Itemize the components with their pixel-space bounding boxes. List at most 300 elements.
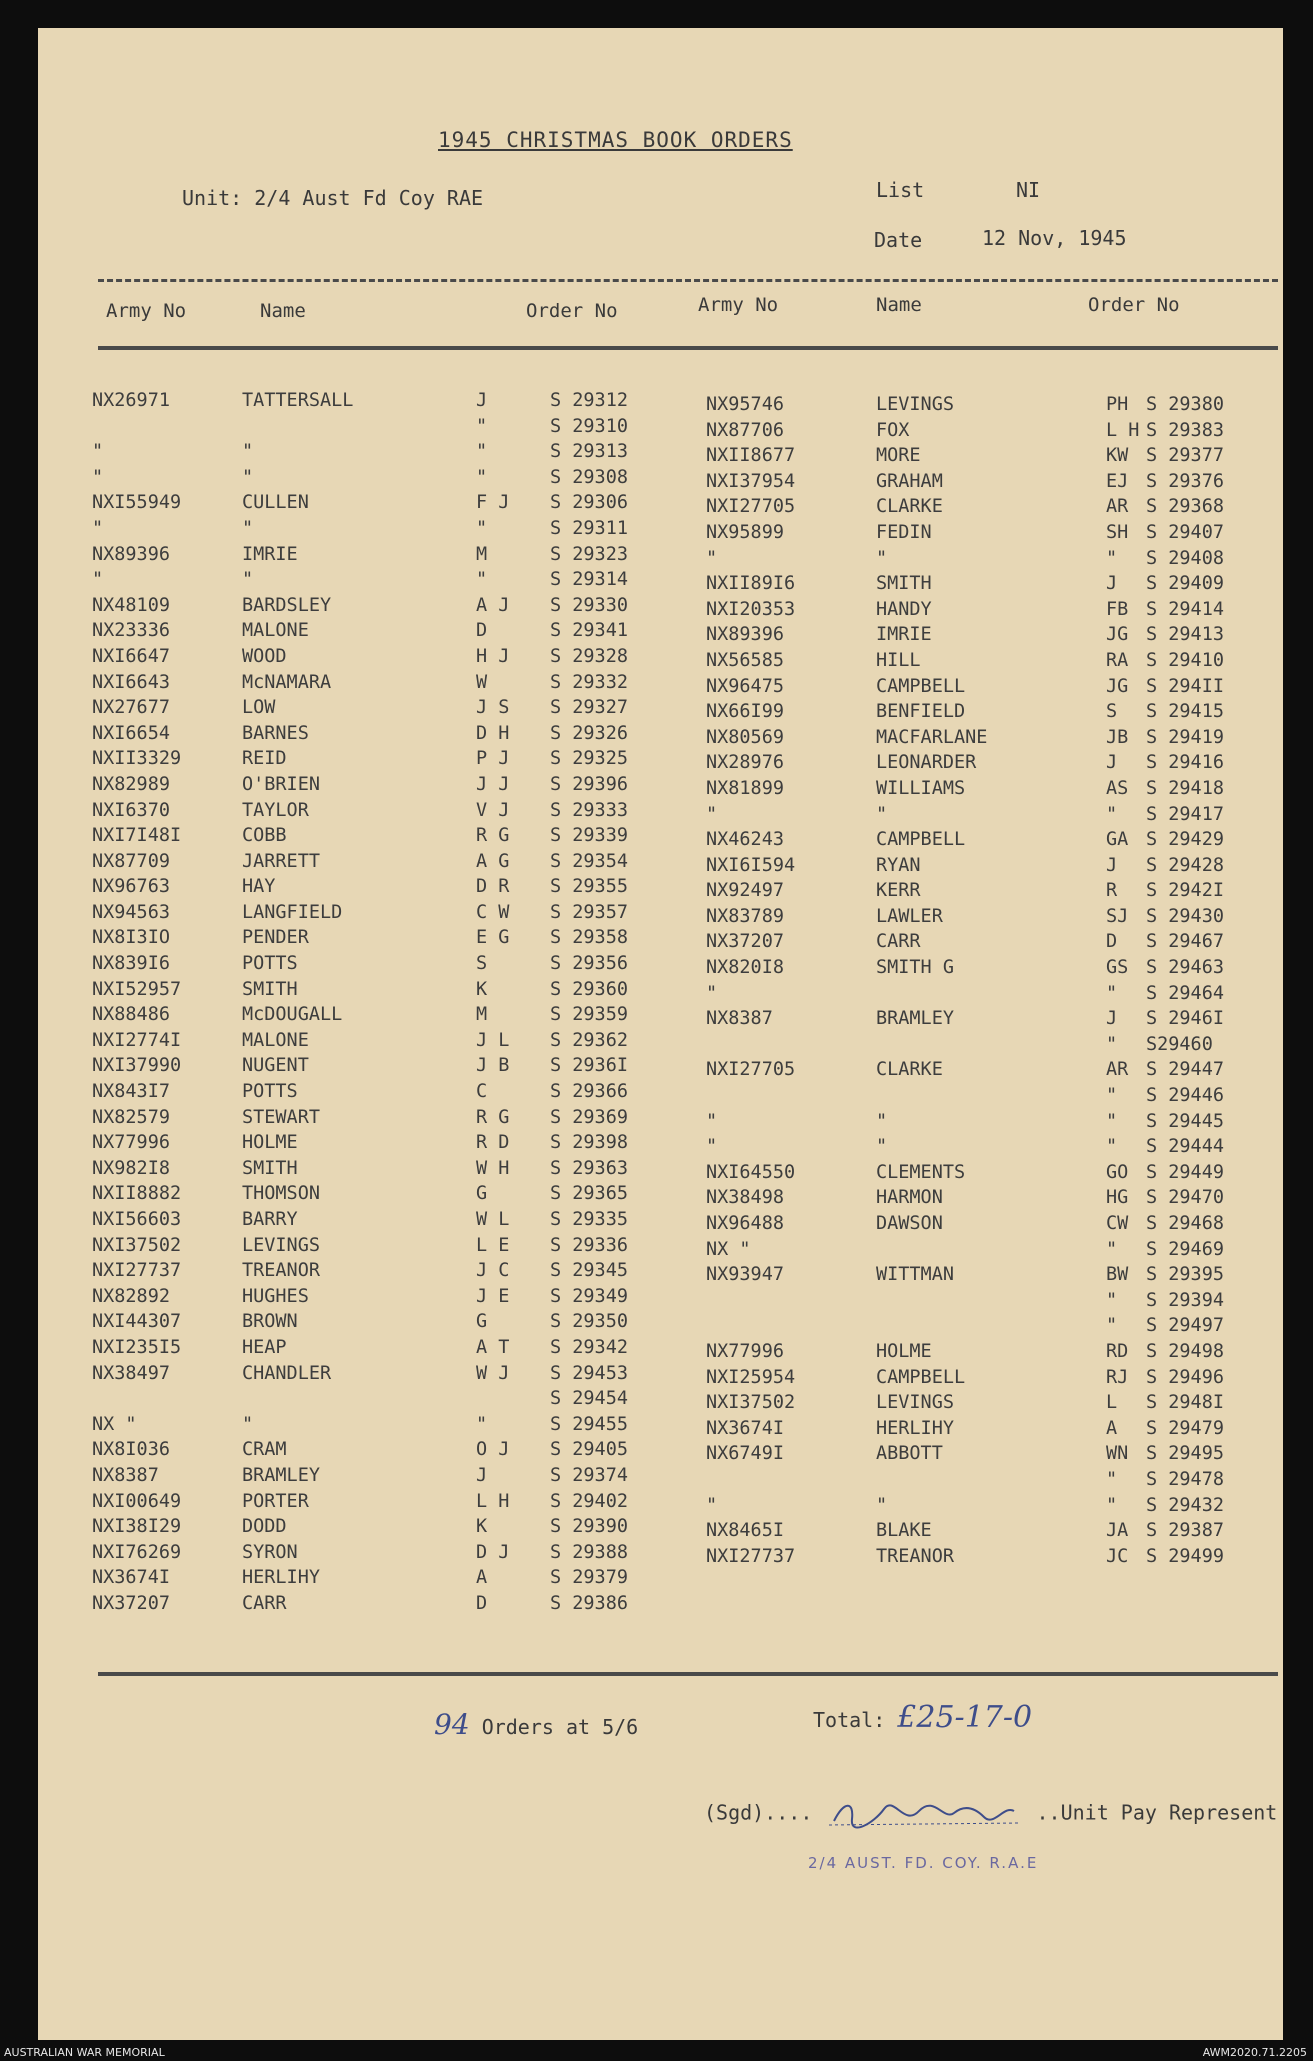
date-value: 12 Nov, 1945 <box>982 226 1127 250</box>
order-row <box>706 1187 1286 1213</box>
army-no-cell: NX46243 <box>706 829 784 851</box>
order-row <box>706 420 1286 446</box>
order-no-cell: S 29368 <box>1146 496 1224 518</box>
order-row <box>92 774 652 800</box>
order-no-cell: S 29390 <box>550 1516 628 1538</box>
initials-cell: JG <box>1106 624 1129 646</box>
name-cell: HILL <box>876 649 921 671</box>
name-cell: IMRIE <box>876 624 932 646</box>
name-cell: CLARKE <box>876 496 943 518</box>
order-no-cell: S 29314 <box>550 569 628 591</box>
order-no-cell: S 29463 <box>1146 957 1224 979</box>
order-row <box>92 979 652 1005</box>
name-cell: " <box>242 569 254 591</box>
order-no-cell: S 29470 <box>1146 1187 1224 1209</box>
order-row <box>706 1392 1286 1418</box>
total-label: Total: <box>813 1708 886 1732</box>
army-no-cell: NXI6643 <box>92 671 170 693</box>
initials-cell: " <box>1106 1315 1118 1337</box>
order-no-cell: S 29414 <box>1146 598 1224 620</box>
order-no-cell: S 29342 <box>550 1336 628 1358</box>
initials-cell: " <box>1106 803 1118 825</box>
initials-cell: C <box>476 1081 488 1103</box>
name-cell: REID <box>242 748 287 770</box>
name-cell: CAMPBELL <box>876 829 966 851</box>
initials-cell: " <box>1106 1238 1118 1260</box>
name-cell: LEONARDER <box>876 752 977 774</box>
order-row <box>706 1520 1286 1546</box>
name-cell: JARRETT <box>242 850 320 872</box>
initials-cell: JB <box>1106 726 1129 748</box>
initials-cell: E G <box>476 927 510 949</box>
initials-cell: J L <box>476 1029 510 1051</box>
initials-cell: D H <box>476 722 510 744</box>
initials-cell: RD <box>1106 1340 1129 1362</box>
initials-cell: " <box>476 1413 488 1435</box>
order-row <box>92 1107 652 1133</box>
order-row <box>706 1136 1286 1162</box>
army-no-cell: " <box>706 803 718 825</box>
order-row <box>706 1290 1286 1316</box>
order-no-cell: S 29339 <box>550 825 628 847</box>
order-no-cell: S 29447 <box>1146 1059 1224 1081</box>
army-no-cell: NX94563 <box>92 901 170 923</box>
name-cell: " <box>242 466 254 488</box>
order-row <box>92 595 652 621</box>
initials-cell: W H <box>476 1157 510 1179</box>
army-no-cell: " <box>92 569 104 591</box>
initials-cell: P J <box>476 748 510 770</box>
order-no-cell: S 29469 <box>1146 1238 1224 1260</box>
name-cell: CRAM <box>242 1439 287 1461</box>
army-no-cell: NXI2774I <box>92 1029 182 1051</box>
initials-cell: R G <box>476 1106 510 1128</box>
name-cell: CLARKE <box>876 1059 943 1081</box>
order-row <box>92 390 652 416</box>
initials-cell: C W <box>476 901 510 923</box>
order-row <box>92 569 652 595</box>
name-cell: PENDER <box>242 927 309 949</box>
initials-cell: PH <box>1106 394 1129 415</box>
order-no-cell: S 29330 <box>550 594 628 616</box>
order-row <box>92 544 652 570</box>
order-no-cell: S 29306 <box>550 492 628 514</box>
name-cell: BARRY <box>242 1209 298 1230</box>
order-row <box>706 496 1286 522</box>
unit-label: Unit: 2/4 Aust Fd Coy RAE <box>182 186 484 210</box>
army-no-cell: " <box>706 1136 718 1158</box>
order-row <box>92 1516 652 1542</box>
army-no-cell: NXI00649 <box>92 1490 182 1512</box>
army-no-cell: NX " <box>92 1413 137 1435</box>
order-row <box>706 1085 1286 1111</box>
order-row <box>706 1059 1286 1085</box>
initials-cell: JG <box>1106 675 1129 697</box>
order-no-cell: S 29363 <box>550 1157 628 1179</box>
initials-cell: G <box>476 1183 488 1205</box>
army-no-cell: NX77996 <box>706 1340 784 1362</box>
name-cell: " <box>876 1494 888 1516</box>
army-no-cell: NXI37502 <box>706 1392 796 1414</box>
order-no-cell: S 29327 <box>550 697 628 719</box>
order-row <box>706 804 1286 830</box>
name-cell: LAWLER <box>876 905 943 927</box>
army-no-cell: NXI6654 <box>92 722 170 744</box>
army-no-cell: NXI37502 <box>92 1234 182 1256</box>
order-row <box>706 1239 1286 1265</box>
order-row <box>92 1311 652 1337</box>
army-no-cell: " <box>706 1494 718 1516</box>
order-row <box>92 467 652 493</box>
order-no-cell: S 29336 <box>550 1234 628 1256</box>
initials-cell: GS <box>1106 957 1129 979</box>
document-page <box>38 28 1283 2040</box>
name-cell: LEVINGS <box>876 1392 954 1414</box>
initials-cell: J <box>476 390 488 411</box>
order-row <box>706 650 1286 676</box>
top-dashed-rule <box>98 279 1278 282</box>
name-cell: LOW <box>242 697 276 719</box>
order-no-cell: S 29359 <box>550 1004 628 1026</box>
order-row <box>706 1034 1286 1060</box>
name-cell: SMITH <box>876 573 932 595</box>
name-cell: FOX <box>876 419 910 441</box>
name-cell: LEVINGS <box>876 394 954 415</box>
army-no-cell: NXI52957 <box>92 978 182 1000</box>
army-no-cell: NX820I8 <box>706 957 784 979</box>
order-no-cell: S 29495 <box>1146 1443 1224 1465</box>
col-head-order-right: Order No <box>1088 294 1180 316</box>
order-no-cell: S 29335 <box>550 1209 628 1230</box>
order-row <box>706 676 1286 702</box>
army-no-cell: NX843I7 <box>92 1081 170 1103</box>
order-row <box>92 902 652 928</box>
name-cell: TATTERSALL <box>242 390 354 411</box>
order-row <box>92 1465 652 1491</box>
name-cell: HARMON <box>876 1187 943 1209</box>
order-row <box>92 1337 652 1363</box>
initials-cell: J <box>1106 573 1118 595</box>
initials-cell: J <box>1106 752 1118 774</box>
name-cell: GRAHAM <box>876 470 943 492</box>
order-no-cell: S 29395 <box>1146 1264 1224 1286</box>
order-row <box>92 876 652 902</box>
army-no-cell: NX77996 <box>92 1132 170 1154</box>
initials-cell: D <box>476 1592 488 1614</box>
initials-cell: V J <box>476 799 510 821</box>
order-no-cell: S 2948I <box>1146 1392 1224 1414</box>
date-label: Date <box>874 228 923 252</box>
army-no-cell: NXI38I29 <box>92 1516 182 1538</box>
order-no-cell: S 29449 <box>1146 1161 1224 1183</box>
order-no-cell: S 29374 <box>550 1464 628 1486</box>
order-no-cell: S 29410 <box>1146 649 1224 671</box>
order-row <box>706 931 1286 957</box>
initials-cell: " <box>1106 547 1118 569</box>
order-row <box>706 624 1286 650</box>
unit-stamp: 2/4 AUST. FD. COY. R.A.E <box>808 1854 1039 1872</box>
order-row <box>92 1414 652 1440</box>
initials-cell: " <box>1106 1494 1118 1516</box>
army-no-cell: NXI56603 <box>92 1209 182 1230</box>
initials-cell: HG <box>1106 1187 1129 1209</box>
order-row <box>92 1388 652 1414</box>
orders-count <box>434 1708 638 1741</box>
orders-count-handwritten: 94 <box>434 1708 470 1741</box>
name-cell: BRAMLEY <box>242 1464 320 1486</box>
order-row <box>706 1469 1286 1495</box>
order-no-cell: S 29387 <box>1146 1520 1224 1542</box>
name-cell: WILLIAMS <box>876 777 966 799</box>
order-row <box>706 1315 1286 1341</box>
order-row <box>706 1495 1286 1521</box>
army-no-cell: NXI25954 <box>706 1366 796 1388</box>
order-no-cell: S 29409 <box>1146 573 1224 595</box>
order-row <box>706 522 1286 548</box>
initials-cell: " <box>476 466 488 488</box>
signature-icon <box>824 1799 1024 1829</box>
initials-cell: " <box>1106 1468 1118 1490</box>
caption-right: AWM2020.71.2205 <box>1202 2046 1307 2059</box>
order-row <box>92 1030 652 1056</box>
order-no-cell: S 29357 <box>550 901 628 923</box>
initials-cell: SH <box>1106 521 1129 543</box>
initials-cell: RJ <box>1106 1366 1129 1388</box>
initials-cell: L H <box>1106 419 1140 441</box>
initials-cell: A G <box>476 850 510 872</box>
name-cell: IMRIE <box>242 543 298 565</box>
army-no-cell: NX88486 <box>92 1004 170 1026</box>
order-no-cell: S 29499 <box>1146 1545 1224 1567</box>
initials-cell: AR <box>1106 1059 1129 1081</box>
army-no-cell: " <box>92 441 104 463</box>
army-no-cell: NXI27737 <box>706 1545 796 1567</box>
order-row <box>706 1264 1286 1290</box>
army-no-cell: NXI27705 <box>706 1059 796 1081</box>
initials-cell: GO <box>1106 1161 1129 1183</box>
order-no-cell: S 29377 <box>1146 445 1224 467</box>
initials-cell: L <box>1106 1392 1118 1414</box>
order-row <box>92 1081 652 1107</box>
army-no-cell: NXII8882 <box>92 1183 182 1205</box>
army-no-cell: NX6749I <box>706 1443 784 1465</box>
army-no-cell: NX8387 <box>92 1464 159 1486</box>
order-row <box>92 953 652 979</box>
initials-cell: RA <box>1106 649 1129 671</box>
initials-cell: F J <box>476 492 510 514</box>
army-no-cell: NX37207 <box>706 931 784 953</box>
name-cell: MORE <box>876 445 921 467</box>
order-no-cell: S 29323 <box>550 543 628 565</box>
initials-cell: A J <box>476 594 510 616</box>
order-no-cell: S 29428 <box>1146 854 1224 876</box>
order-no-cell: S 29464 <box>1146 982 1224 1004</box>
order-no-cell: S 29432 <box>1146 1494 1224 1516</box>
initials-cell: S <box>476 953 488 975</box>
army-no-cell: NX89396 <box>706 624 784 646</box>
name-cell: CHANDLER <box>242 1362 332 1384</box>
order-no-cell: S 2942I <box>1146 880 1224 902</box>
order-no-cell: S 29467 <box>1146 931 1224 953</box>
order-no-cell: S 294II <box>1146 675 1224 697</box>
army-no-cell: NX8387 <box>706 1008 773 1030</box>
name-cell: SYRON <box>242 1541 298 1563</box>
order-row <box>706 445 1286 471</box>
name-cell: CARR <box>242 1592 287 1614</box>
army-no-cell: NXI235I5 <box>92 1336 182 1358</box>
name-cell: RYAN <box>876 854 921 876</box>
order-no-cell: S 29360 <box>550 978 628 1000</box>
army-no-cell: NXI76269 <box>92 1541 182 1563</box>
initials-cell: " <box>1106 1289 1118 1311</box>
order-row <box>92 1363 652 1389</box>
initials-cell: " <box>1106 1033 1118 1055</box>
order-no-cell: S 29365 <box>550 1183 628 1205</box>
army-no-cell: NXI37990 <box>92 1055 182 1077</box>
order-row <box>706 752 1286 778</box>
name-cell: CARR <box>876 931 921 953</box>
signature-line: (Sgd).... ..Unit Pay Represent <box>704 1799 1277 1829</box>
name-cell: CAMPBELL <box>876 675 966 697</box>
caption-left: AUSTRALIAN WAR MEMORIAL <box>4 2046 165 2059</box>
name-cell: WITTMAN <box>876 1264 954 1286</box>
col-head-name-right: Name <box>876 294 922 316</box>
army-no-cell: NX27677 <box>92 697 170 719</box>
order-row <box>92 646 652 672</box>
name-cell: TAYLOR <box>242 799 309 821</box>
army-no-cell: NX48109 <box>92 594 170 616</box>
order-row <box>92 492 652 518</box>
name-cell: TREANOR <box>242 1260 320 1282</box>
order-no-cell: S 29310 <box>550 415 628 437</box>
army-no-cell: NX87709 <box>92 850 170 872</box>
name-cell: MACFARLANE <box>876 726 988 748</box>
col-head-army-right: Army No <box>698 294 779 316</box>
order-row <box>92 1004 652 1030</box>
order-no-cell: S 29417 <box>1146 803 1224 825</box>
initials-cell: M <box>476 1004 488 1026</box>
name-cell: FEDIN <box>876 521 932 543</box>
initials-cell: KW <box>1106 445 1129 467</box>
army-no-cell: NX81899 <box>706 777 784 799</box>
total <box>813 1700 1032 1735</box>
army-no-cell: NX3674I <box>706 1417 784 1439</box>
initials-cell: JA <box>1106 1520 1129 1542</box>
name-cell: SMITH <box>242 978 298 1000</box>
name-cell: HERLIHY <box>242 1567 320 1589</box>
army-no-cell: NX87706 <box>706 419 784 441</box>
order-row <box>92 1286 652 1312</box>
name-cell: HOLME <box>876 1340 932 1362</box>
order-row <box>92 1439 652 1465</box>
name-cell: HERLIHY <box>876 1417 954 1439</box>
army-no-cell: NXI37954 <box>706 470 796 492</box>
initials-cell: CW <box>1106 1213 1129 1234</box>
list-label: List <box>876 178 925 202</box>
army-no-cell: NX3674I <box>92 1567 170 1589</box>
initials-cell: J <box>1106 1008 1118 1030</box>
sgd-label: (Sgd) <box>704 1800 765 1825</box>
initials-cell: R D <box>476 1132 510 1154</box>
army-no-cell: NXI20353 <box>706 598 796 620</box>
order-no-cell: S 29407 <box>1146 521 1224 543</box>
order-row <box>92 723 652 749</box>
order-row <box>706 829 1286 855</box>
order-row <box>92 927 652 953</box>
order-no-cell: S 29354 <box>550 850 628 872</box>
order-no-cell: S 29413 <box>1146 624 1224 646</box>
order-row <box>706 983 1286 1009</box>
order-no-cell: S 29479 <box>1146 1417 1224 1439</box>
order-no-cell: S 29405 <box>550 1439 628 1461</box>
army-no-cell: " <box>92 517 104 539</box>
order-no-cell: S 29326 <box>550 722 628 744</box>
name-cell: SMITH <box>242 1157 298 1179</box>
army-no-cell: NX56585 <box>706 649 784 671</box>
name-cell: NUGENT <box>242 1055 309 1077</box>
initials-cell: A T <box>476 1336 510 1358</box>
army-no-cell: NX8I3IO <box>92 927 170 949</box>
name-cell: BARNES <box>242 722 309 744</box>
order-row <box>92 518 652 544</box>
order-no-cell: S 29325 <box>550 748 628 770</box>
army-no-cell: " <box>706 547 718 569</box>
order-no-cell: S 29388 <box>550 1541 628 1563</box>
order-row <box>92 825 652 851</box>
initials-cell: K <box>476 1516 488 1538</box>
initials-cell: D J <box>476 1541 510 1563</box>
order-no-cell: S 29308 <box>550 466 628 488</box>
initials-cell: " <box>1106 1110 1118 1132</box>
initials-cell: J <box>1106 854 1118 876</box>
name-cell: KERR <box>876 880 921 902</box>
order-row <box>92 1183 652 1209</box>
initials-cell: R <box>1106 880 1118 902</box>
order-row <box>92 1260 652 1286</box>
initials-cell: L E <box>476 1234 510 1256</box>
order-row <box>706 727 1286 753</box>
order-row <box>706 1367 1286 1393</box>
initials-cell: BW <box>1106 1264 1129 1286</box>
order-row <box>706 1341 1286 1367</box>
order-row <box>92 1158 652 1184</box>
order-row <box>92 1542 652 1568</box>
order-no-cell: S 29383 <box>1146 419 1224 441</box>
total-handwritten: £25-17-0 <box>897 1700 1033 1735</box>
name-cell: MALONE <box>242 620 309 642</box>
army-no-cell: NXI27737 <box>92 1260 182 1282</box>
name-cell: BARDSLEY <box>242 594 332 616</box>
initials-cell: GA <box>1106 829 1129 851</box>
order-no-cell: S 29408 <box>1146 547 1224 569</box>
order-row <box>706 778 1286 804</box>
initials-cell: EJ <box>1106 470 1129 492</box>
order-no-cell: S 29455 <box>550 1413 628 1435</box>
name-cell: " <box>242 1413 254 1435</box>
order-row <box>92 1055 652 1081</box>
army-no-cell: NXI6I594 <box>706 854 796 876</box>
initials-cell: FB <box>1106 598 1129 620</box>
name-cell: HOLME <box>242 1132 298 1154</box>
army-no-cell: NX28976 <box>706 752 784 774</box>
order-no-cell: S 29328 <box>550 645 628 667</box>
name-cell: CLEMENTS <box>876 1161 966 1183</box>
order-no-cell: S 29349 <box>550 1285 628 1307</box>
order-no-cell: S 29396 <box>550 773 628 795</box>
orders-count-text: Orders at 5/6 <box>481 1715 639 1739</box>
order-no-cell: S 29430 <box>1146 905 1224 927</box>
name-cell: TREANOR <box>876 1545 954 1567</box>
